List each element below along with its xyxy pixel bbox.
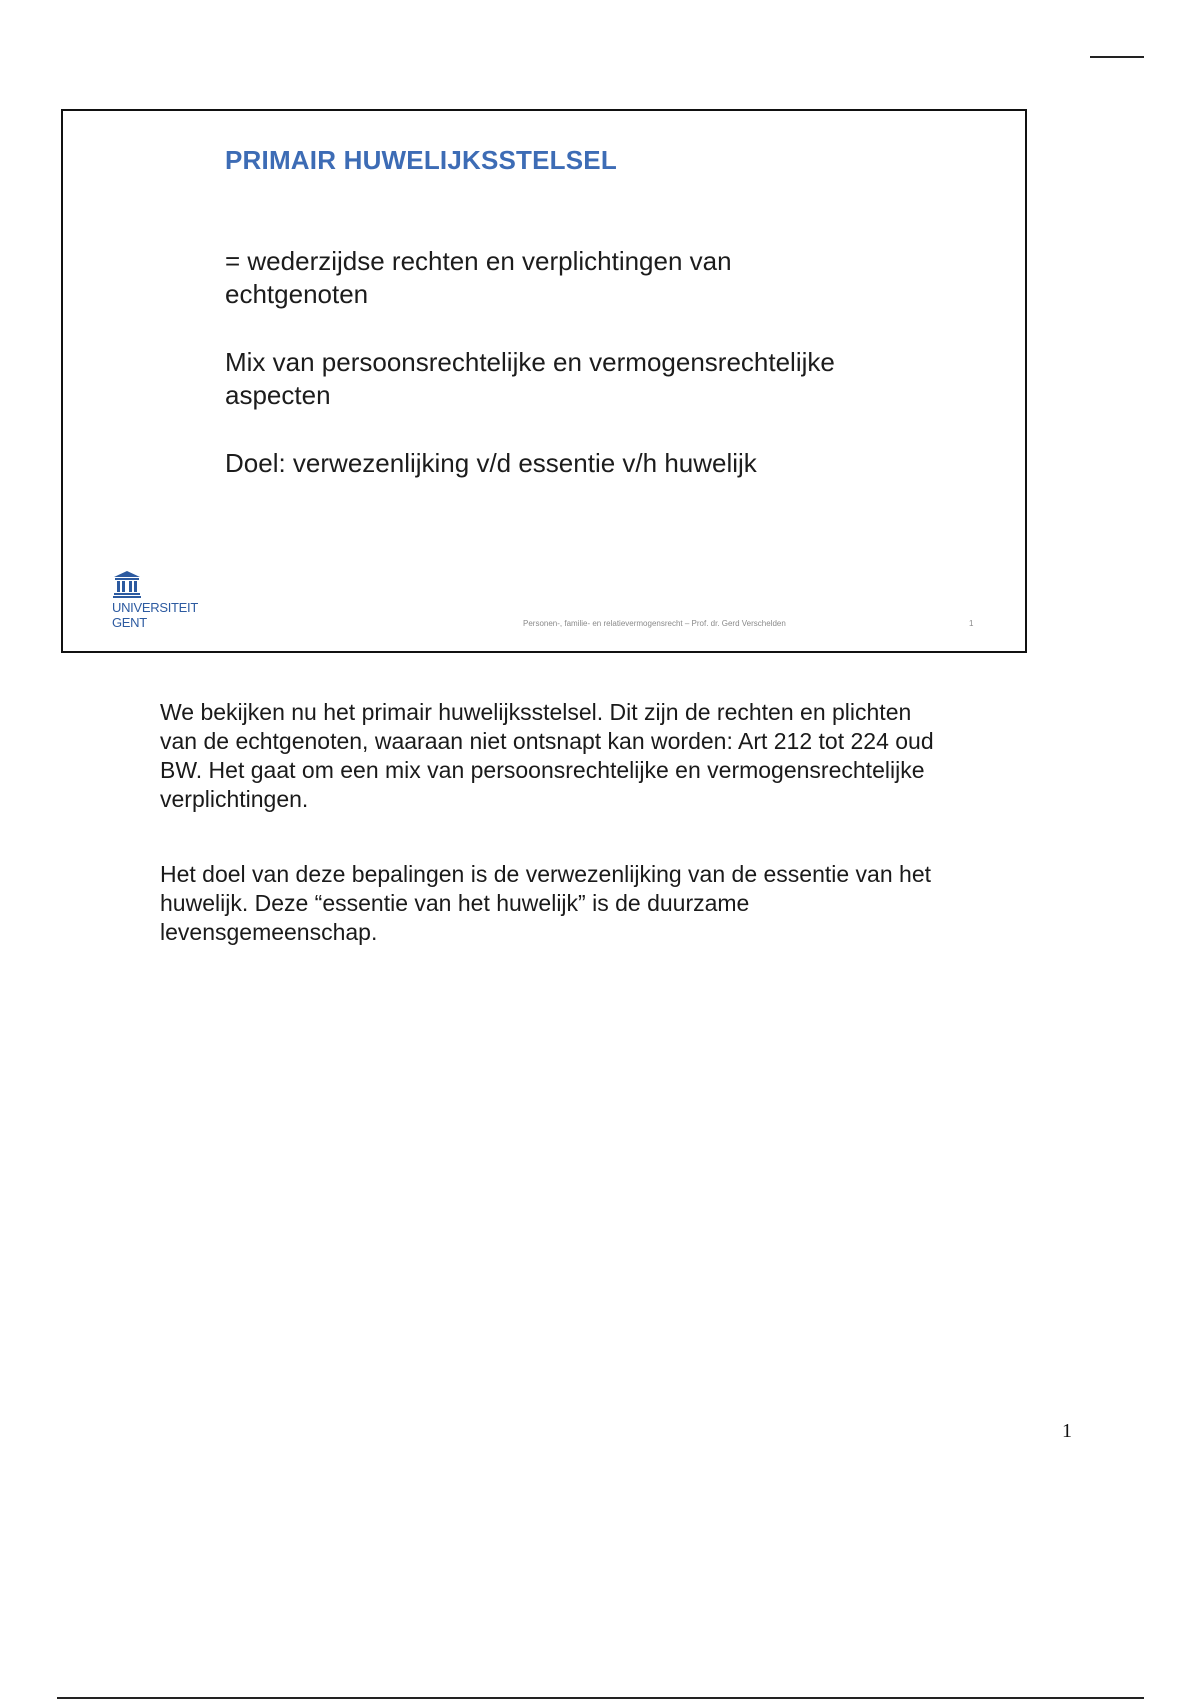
speaker-notes [160,698,940,993]
slide-bullet: Mix van persoonsrechtelijke en vermogensrechtelijke aspecten [225,347,835,410]
slide-bullet-list [225,245,845,515]
notes-paragraph: Het doel van deze bepalingen is de verwezenlijking van de essentie van het huwelijk. Deze “essentie van het huwelijk” is de duurzame levensgemeenschap. [160,861,932,945]
top-rule [1090,56,1144,58]
university-logo [112,570,202,640]
page-number: 1 [1062,1420,1072,1442]
slide-bullet: = wederzijdse rechten en verplichtingen van echtgenoten [225,246,732,309]
logo-line-1: UNIVERSITEIT [112,600,198,615]
university-building-icon [112,570,142,598]
logo-line-2: GENT [112,615,147,630]
logo-wordmark [112,600,202,630]
bottom-rule [57,1697,1144,1699]
slide-bullet: Doel: verwezenlijking v/d essentie v/h huwelijk [225,448,757,478]
slide-thumbnail [61,109,1027,653]
slide-title: PRIMAIR HUWELIJKSSTELSEL [225,145,617,175]
notes-paragraph: We bekijken nu het primair huwelijksstelsel. Dit zijn de rechten en plichten van de echtgenoten, waaraan niet ontsnapt kan worden: Art 212 tot 224 oud BW. Het gaat om een mix van persoonsrechtelijke en vermogensrechtelijke verplichtingen. [160,699,934,812]
slide-footer-text: Personen-, familie- en relatievermogensrecht – Prof. dr. Gerd Verschelden [523,619,786,628]
slide-number: 1 [969,619,974,628]
